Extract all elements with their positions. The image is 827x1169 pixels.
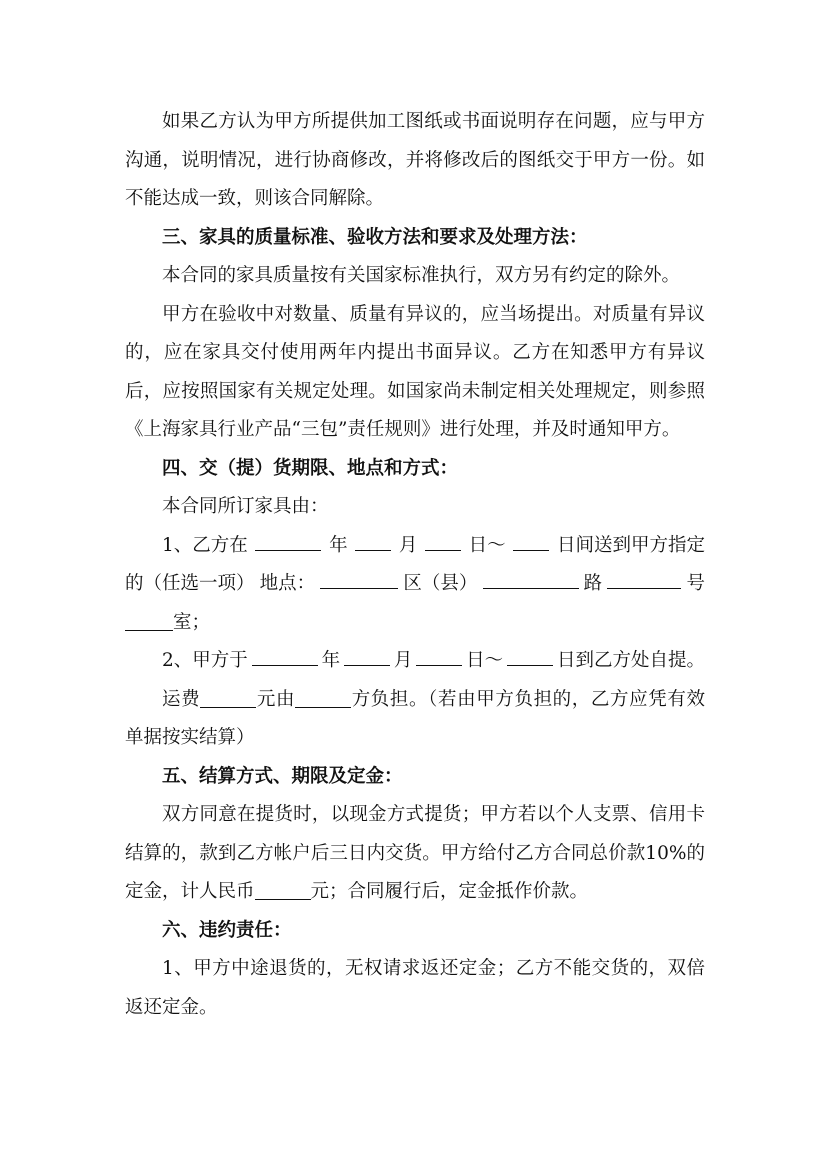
section-4-heading: 四、交（提）货期限、地点和方式： (162, 457, 459, 479)
document-page (125, 103, 705, 1027)
pickup-year-blank (252, 646, 318, 666)
deposit-amount-blank (255, 880, 311, 900)
delivery-option-1-line-2: 的（任选一项） 地点： 区（县） 路 号 (125, 565, 705, 604)
district-blank (320, 569, 398, 589)
section-3-quality-standard: 本合同的家具质量按有关国家标准执行，双方另有约定的除外。 (162, 265, 681, 286)
delivery-day-end-blank (513, 530, 549, 550)
pickup-month-blank (344, 646, 390, 666)
section-5-heading: 五、结算方式、期限及定金： (162, 765, 403, 787)
section-3-objection-handling: 甲方在验收中对数量、质量有异议的，应当场提出。对质量有异议的，应在家具交付使用两年内提出书面异议。乙方在知悉甲方有异议后，应按照国家有关规定处理。如国家尚未制定相关处理规定，则参照《上海家具行业产品“三包”责任规则》进行处理，并及时通知甲方。 (125, 303, 705, 440)
freight-paragraph: 运费 元由 方负担。（若由甲方负担的，乙方应凭有效单据按实结算） (125, 688, 705, 748)
delivery-day-start-blank (425, 530, 461, 550)
section-5-payment: 双方同意在提货时，以现金方式提货；甲方若以个人支票、信用卡结算的，款到乙方帐户后三日内交货。甲方给付乙方合同总价款10%的定金，计人民币 元；合同履行后，定金抵作价款。 (125, 804, 705, 902)
room-blank (125, 610, 173, 630)
pickup-day-start-blank (416, 646, 462, 666)
section-6-clause-1: 1、甲方中途退货的，无权请求返还定金；乙方不能交货的，双倍返还定金。 (125, 958, 705, 1018)
road-blank (483, 569, 579, 589)
paragraph-drawing-disputes: 如果乙方认为甲方所提供加工图纸或书面说明存在问题，应与甲方沟通，说明情况，进行协商修改，并将修改后的图纸交于甲方一份。如不能达成一致，则该合同解除。 (125, 111, 705, 209)
section-3-heading: 三、家具的质量标准、验收方法和要求及处理方法： (162, 226, 588, 248)
delivery-option-1-line-1: 1、乙方在 年 月 日～ 日间送到甲方指定 (125, 527, 705, 566)
section-6-heading: 六、违约责任： (162, 919, 292, 941)
delivery-option-1-line-3: 室； (125, 604, 705, 643)
delivery-year-blank (255, 530, 321, 550)
number-blank (607, 569, 681, 589)
pickup-day-end-blank (507, 646, 553, 666)
section-4-intro: 本合同所订家具由： (162, 496, 329, 517)
freight-payer-blank (295, 687, 351, 707)
freight-amount-blank (200, 687, 256, 707)
delivery-month-blank (355, 530, 391, 550)
delivery-option-2: 2、甲方于 年 月 日～ 日到乙方处自提。 (125, 642, 705, 681)
